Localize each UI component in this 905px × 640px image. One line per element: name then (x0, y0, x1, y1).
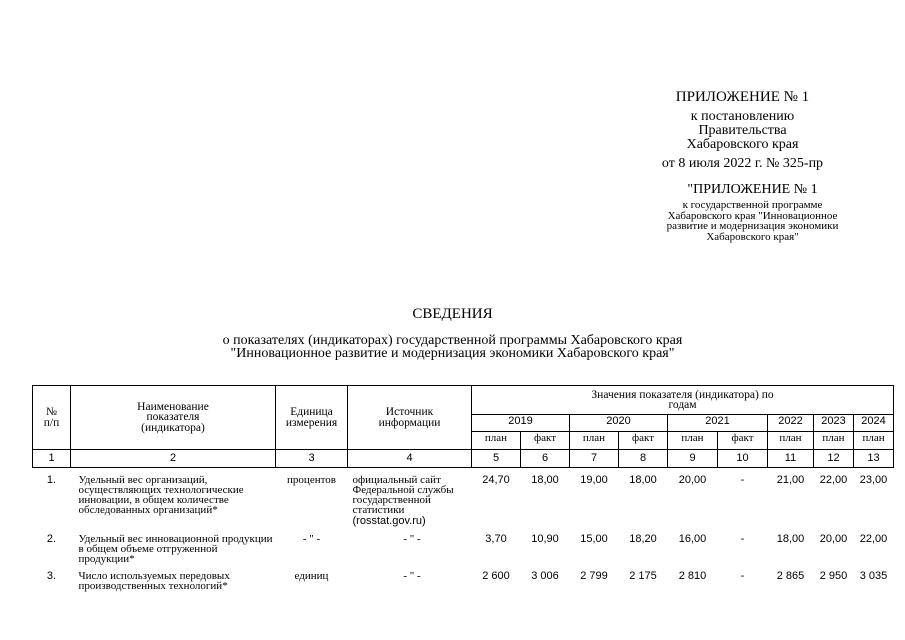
column-number: 8 (619, 450, 668, 468)
value-cell: 2 865 (776, 569, 805, 582)
header-plan: план (472, 432, 521, 450)
value-cell: 22,00 (819, 474, 848, 486)
column-number: 1 (33, 450, 71, 468)
value-cell: 3 006 (531, 569, 559, 582)
header-name: Наименование показателя (индикатора) (71, 386, 276, 450)
header-num: № п/п (33, 386, 71, 450)
header-source: Источник информации (348, 386, 472, 450)
header-year: 2022 (768, 415, 814, 432)
column-number: 10 (718, 450, 768, 468)
value-cell: 19,00 (580, 474, 608, 486)
header-year: 2023 (814, 415, 854, 432)
value-cell: 2 950 (819, 569, 848, 582)
column-number: 3 (276, 450, 348, 468)
value-cell: 2 600 (482, 569, 510, 582)
header-year: 2020 (570, 415, 668, 432)
document-title: СВЕДЕНИЯ (412, 306, 493, 322)
value-cell: 22,00 (859, 532, 888, 545)
header-values: Значения показателя (индикатора) по годам (472, 386, 894, 415)
indicator-unit: - " - (302, 532, 321, 545)
header-year: 2021 (668, 415, 768, 432)
indicator-source: - " - (403, 532, 421, 545)
appendix-1-line: к постановлению (690, 109, 795, 124)
column-number: 7 (570, 450, 619, 468)
value-cell: 20,00 (819, 532, 848, 545)
value-cell: 2 810 (678, 569, 707, 582)
value-cell: 23,00 (859, 474, 888, 486)
value-cell: - (740, 532, 745, 545)
indicator-unit: процентов (287, 474, 336, 486)
indicator-name: Удельный вес организаций, осуществляющих технологические инновации, в общем количестве обследованных организаций* (78, 474, 244, 516)
column-number: 4 (348, 450, 472, 468)
header-fact: факт (619, 432, 668, 450)
table-row (33, 567, 894, 607)
value-cell: 2 175 (629, 569, 657, 582)
header-plan: план (854, 432, 894, 450)
header-plan: план (768, 432, 814, 450)
appendix-1-title: ПРИЛОЖЕНИЕ № 1 (675, 89, 810, 105)
appendix-2-line: к государственной программе (682, 199, 823, 211)
appendix-2-line: Хабаровского края "Инновационное (667, 209, 838, 222)
value-cell: 3,70 (485, 532, 507, 545)
value-cell: 24,70 (482, 474, 510, 486)
value-cell: 18,00 (776, 532, 805, 545)
appendix-2-line: развитие и модернизация экономики (666, 220, 839, 232)
appendix-1-line: Правительства (698, 123, 787, 138)
table-row (33, 530, 894, 567)
header-plan: план (668, 432, 718, 450)
table-row (33, 468, 894, 530)
column-number: 13 (854, 450, 894, 468)
header-plan: план (570, 432, 619, 450)
value-cell: 18,00 (629, 474, 657, 486)
value-cell: 20,00 (678, 474, 707, 486)
value-cell: 18,00 (531, 474, 559, 486)
row-number: 2. (46, 532, 57, 545)
indicators-table (32, 385, 894, 607)
indicator-source: - " - (403, 569, 421, 582)
appendix-1-date: от 8 июля 2022 г. № 325-пр (661, 156, 824, 171)
value-cell: 16,00 (678, 532, 707, 545)
header-unit: Единица измерения (276, 386, 348, 450)
row-number: 1. (46, 474, 57, 486)
header-year: 2024 (854, 415, 894, 432)
appendix-2-line: Хабаровского края" (706, 230, 799, 243)
source-text: официальный сайт Федеральной службы государственной статистики (352, 474, 454, 516)
header-year: 2019 (472, 415, 570, 432)
row-number: 3. (46, 569, 57, 582)
value-cell: - (740, 474, 745, 486)
column-number: 9 (668, 450, 718, 468)
indicator-source (348, 468, 472, 530)
value-cell: 10,90 (531, 532, 559, 545)
column-number: 11 (768, 450, 814, 468)
column-number: 2 (71, 450, 276, 468)
header-plan: план (814, 432, 854, 450)
value-cell: 2 799 (580, 569, 608, 582)
indicator-unit: единиц (294, 569, 329, 582)
document-subtitle-line: "Инновационное развитие и модернизация экономики Хабаровского края" (230, 346, 675, 361)
source-link-text: (rosstat.gov.ru) (352, 515, 426, 527)
value-cell: 3 035 (859, 569, 888, 582)
appendix-2-title: "ПРИЛОЖЕНИЕ № 1 (687, 182, 818, 197)
indicator-name: Удельный вес инновационной продукции в общем объеме отгруженной продукции* (78, 532, 273, 565)
column-number: 5 (472, 450, 521, 468)
column-number: 12 (814, 450, 854, 468)
header-fact: факт (521, 432, 570, 450)
document-subtitle-line: о показателях (индикаторах) государственной программы Хабаровского края (222, 333, 683, 348)
appendix-1-line: Хабаровского края (686, 137, 799, 152)
column-number: 6 (521, 450, 570, 468)
value-cell: 15,00 (580, 532, 608, 545)
value-cell: 21,00 (776, 474, 805, 486)
header-fact: факт (718, 432, 768, 450)
value-cell: - (740, 569, 745, 582)
value-cell: 18,20 (629, 532, 657, 545)
indicator-name: Число используемых передовых производственных технологий* (78, 569, 230, 592)
